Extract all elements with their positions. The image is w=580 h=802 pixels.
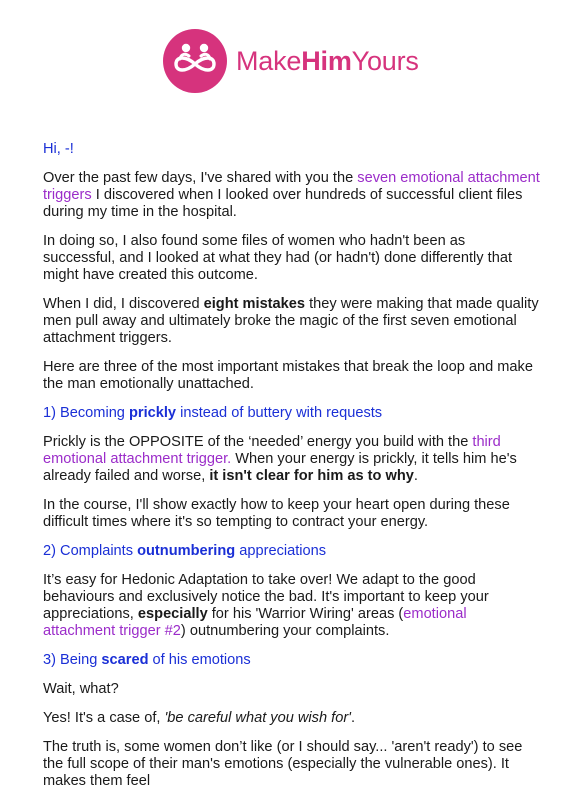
brand-name: MakeHimYours (236, 45, 419, 76)
paragraph-prickly: Prickly is the OPPOSITE of the ‘needed’ energy you build with the third emotional attachment trigger. When your energy is prickly, it tells him he's already failed and worse, it isn't clear for him as to why. (43, 434, 517, 484)
link-third-trigger[interactable]: third emotional attachment trigger. (43, 434, 501, 467)
paragraph-course: In the course, I'll show exactly how to keep your heart open during these difficult times where it's so tempting to contract your energy. (43, 497, 510, 530)
paragraph-intro: Over the past few days, I've shared with you the seven emotional attachment triggers I discovered when I looked over hundreds of successful client files during my time in the hospital. (43, 170, 540, 220)
link-seven-triggers[interactable]: seven emotional attachment triggers (43, 170, 540, 203)
paragraph-wish: Yes! It's a case of, 'be careful what you wish for'. (43, 710, 356, 726)
heading-mistake-1: 1) Becoming prickly instead of buttery with requests (43, 405, 383, 421)
brand-logo[interactable] (162, 28, 419, 94)
email-header (0, 28, 580, 98)
paragraph-files: In doing so, I also found some files of women who hadn't been as successful, and I looked at what they had (or hadn't) done differently that might have created this outcome. (43, 233, 512, 283)
link-trigger-2[interactable]: emotional attachment trigger #2 (43, 606, 467, 639)
paragraph-wait: Wait, what? (43, 681, 119, 697)
heading-mistake-3: 3) Being scared of his emotions (43, 652, 251, 668)
couple-infinity-icon (162, 28, 228, 94)
paragraph-hedonic: It’s easy for Hedonic Adaptation to take over! We adapt to the good behaviours and exclusively notice the bad. It's important to keep your appreciations, especially for his 'Warrior Wiring' areas (emotional attachment trigger #2) outnumbering your complaints. (43, 572, 489, 639)
paragraph-mistakes: When I did, I discovered eight mistakes they were making that made quality men pull away and ultimately broke the magic of the first seven emotional attachment triggers. (43, 296, 539, 346)
email-body (43, 141, 540, 802)
greeting: Hi, -! (43, 141, 74, 157)
paragraph-three-mistakes: Here are three of the most important mistakes that break the loop and make the man emotionally unattached. (43, 359, 533, 392)
heading-mistake-2: 2) Complaints outnumbering appreciations (43, 543, 327, 559)
paragraph-truth: The truth is, some women don’t like (or I should say... 'aren't ready') to see the full scope of their man's emotions (especially the vulnerable ones). It makes them feel (43, 739, 523, 789)
